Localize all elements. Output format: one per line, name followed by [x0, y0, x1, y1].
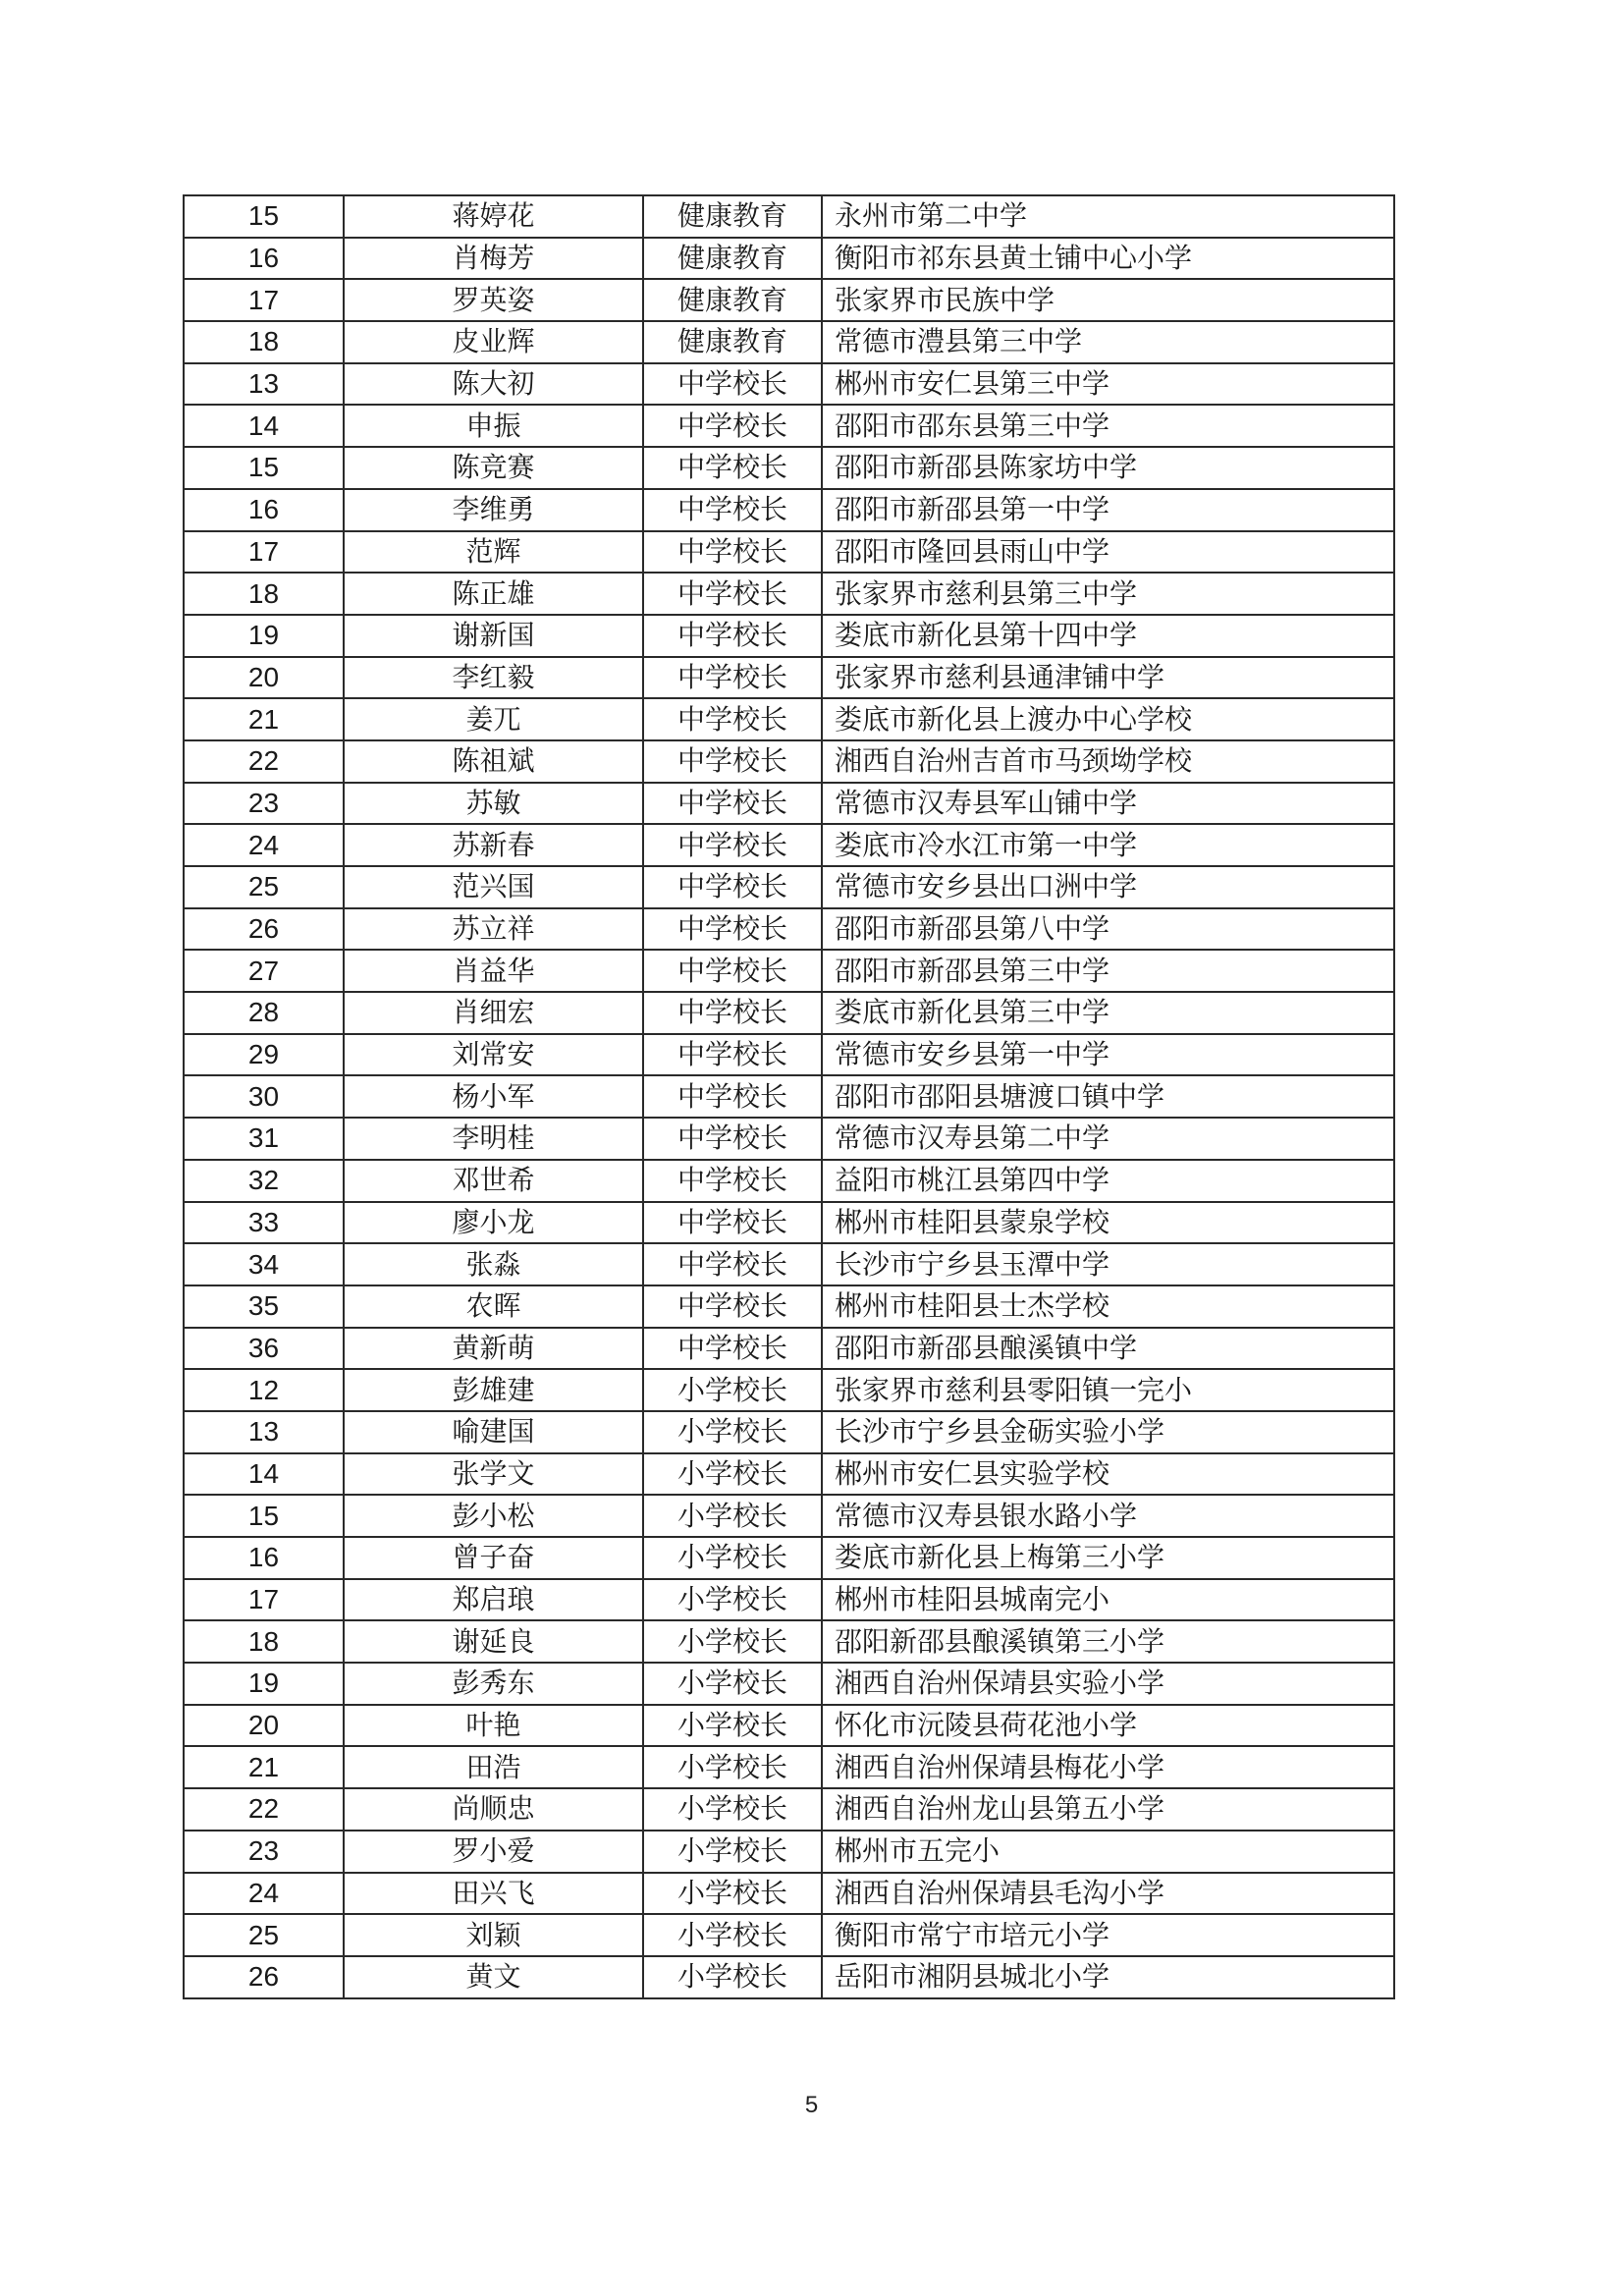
roster-table — [183, 194, 1395, 1999]
table-row — [184, 573, 1394, 615]
person-name-cell: 申振 — [344, 405, 643, 447]
person-name-cell: 廖小龙 — [344, 1202, 643, 1244]
category-cell: 小学校长 — [643, 1453, 822, 1496]
table-row — [184, 698, 1394, 740]
category-cell: 中学校长 — [643, 824, 822, 866]
table-row — [184, 1788, 1394, 1831]
category-cell: 健康教育 — [643, 195, 822, 238]
person-name-cell: 黄文 — [344, 1956, 643, 1998]
person-name-cell: 陈大初 — [344, 363, 643, 406]
table-row — [184, 615, 1394, 657]
table-row — [184, 238, 1394, 280]
row-number-cell: 17 — [184, 1579, 344, 1621]
category-cell: 中学校长 — [643, 1328, 822, 1370]
school-name-cell: 邵阳市隆回县雨山中学 — [822, 531, 1394, 574]
table-row — [184, 1579, 1394, 1621]
row-number-cell: 15 — [184, 195, 344, 238]
row-number-cell: 15 — [184, 1495, 344, 1537]
person-name-cell: 张淼 — [344, 1243, 643, 1285]
page-number: 5 — [804, 2092, 819, 2118]
person-name-cell: 苏敏 — [344, 783, 643, 825]
person-name-cell: 黄新萌 — [344, 1328, 643, 1370]
table-row — [184, 908, 1394, 951]
school-name-cell: 益阳市桃江县第四中学 — [822, 1160, 1394, 1202]
row-number-cell: 26 — [184, 1956, 344, 1998]
category-cell: 中学校长 — [643, 950, 822, 992]
table-row — [184, 740, 1394, 783]
row-number-cell: 23 — [184, 783, 344, 825]
school-name-cell: 娄底市新化县上渡办中心学校 — [822, 698, 1394, 740]
row-number-cell: 29 — [184, 1034, 344, 1076]
person-name-cell: 田浩 — [344, 1746, 643, 1788]
category-cell: 小学校长 — [643, 1579, 822, 1621]
row-number-cell: 19 — [184, 1663, 344, 1705]
category-cell: 健康教育 — [643, 321, 822, 363]
school-name-cell: 常德市汉寿县第二中学 — [822, 1118, 1394, 1160]
person-name-cell: 肖梅芳 — [344, 238, 643, 280]
person-name-cell: 苏立祥 — [344, 908, 643, 951]
table-row — [184, 1495, 1394, 1537]
table-row — [184, 1831, 1394, 1873]
person-name-cell: 李维勇 — [344, 489, 643, 531]
person-name-cell: 彭雄建 — [344, 1369, 643, 1411]
row-number-cell: 15 — [184, 447, 344, 489]
table-row — [184, 1537, 1394, 1579]
category-cell: 小学校长 — [643, 1914, 822, 1956]
school-name-cell: 娄底市冷水江市第一中学 — [822, 824, 1394, 866]
category-cell: 健康教育 — [643, 238, 822, 280]
table-row — [184, 279, 1394, 321]
school-name-cell: 永州市第二中学 — [822, 195, 1394, 238]
school-name-cell: 常德市澧县第三中学 — [822, 321, 1394, 363]
table-row — [184, 1075, 1394, 1118]
person-name-cell: 李明桂 — [344, 1118, 643, 1160]
table-row — [184, 1453, 1394, 1496]
category-cell: 中学校长 — [643, 783, 822, 825]
school-name-cell: 邵阳市邵阳县塘渡口镇中学 — [822, 1075, 1394, 1118]
category-cell: 中学校长 — [643, 657, 822, 699]
category-cell: 小学校长 — [643, 1956, 822, 1998]
school-name-cell: 常德市汉寿县军山铺中学 — [822, 783, 1394, 825]
school-name-cell: 湘西自治州吉首市马颈坳学校 — [822, 740, 1394, 783]
person-name-cell: 农晖 — [344, 1285, 643, 1328]
person-name-cell: 李红毅 — [344, 657, 643, 699]
row-number-cell: 13 — [184, 1411, 344, 1453]
row-number-cell: 12 — [184, 1369, 344, 1411]
category-cell: 小学校长 — [643, 1831, 822, 1873]
school-name-cell: 郴州市安仁县第三中学 — [822, 363, 1394, 406]
school-name-cell: 郴州市安仁县实验学校 — [822, 1453, 1394, 1496]
table-row — [184, 1746, 1394, 1788]
category-cell: 小学校长 — [643, 1537, 822, 1579]
category-cell: 中学校长 — [643, 740, 822, 783]
person-name-cell: 苏新春 — [344, 824, 643, 866]
category-cell: 中学校长 — [643, 363, 822, 406]
table-row — [184, 1160, 1394, 1202]
table-row — [184, 405, 1394, 447]
category-cell: 小学校长 — [643, 1746, 822, 1788]
table-row — [184, 1285, 1394, 1328]
school-name-cell: 郴州市桂阳县城南完小 — [822, 1579, 1394, 1621]
table-row — [184, 1034, 1394, 1076]
table-row — [184, 1243, 1394, 1285]
row-number-cell: 35 — [184, 1285, 344, 1328]
person-name-cell: 邓世希 — [344, 1160, 643, 1202]
school-name-cell: 郴州市桂阳县蒙泉学校 — [822, 1202, 1394, 1244]
category-cell: 中学校长 — [643, 1202, 822, 1244]
category-cell: 小学校长 — [643, 1705, 822, 1747]
school-name-cell: 邵阳市邵东县第三中学 — [822, 405, 1394, 447]
category-cell: 中学校长 — [643, 531, 822, 574]
school-name-cell: 郴州市五完小 — [822, 1831, 1394, 1873]
table-row — [184, 1202, 1394, 1244]
row-number-cell: 20 — [184, 657, 344, 699]
school-name-cell: 湘西自治州保靖县毛沟小学 — [822, 1873, 1394, 1915]
row-number-cell: 17 — [184, 531, 344, 574]
category-cell: 中学校长 — [643, 1160, 822, 1202]
row-number-cell: 22 — [184, 740, 344, 783]
school-name-cell: 邵阳新邵县酿溪镇第三小学 — [822, 1620, 1394, 1663]
person-name-cell: 彭小松 — [344, 1495, 643, 1537]
row-number-cell: 36 — [184, 1328, 344, 1370]
category-cell: 中学校长 — [643, 992, 822, 1034]
row-number-cell: 27 — [184, 950, 344, 992]
row-number-cell: 14 — [184, 405, 344, 447]
table-row — [184, 321, 1394, 363]
table-row — [184, 1328, 1394, 1370]
row-number-cell: 26 — [184, 908, 344, 951]
category-cell: 中学校长 — [643, 908, 822, 951]
category-cell: 小学校长 — [643, 1788, 822, 1831]
category-cell: 小学校长 — [643, 1369, 822, 1411]
school-name-cell: 邵阳市新邵县第三中学 — [822, 950, 1394, 992]
roster-table-body — [184, 195, 1394, 1998]
school-name-cell: 邵阳市新邵县酿溪镇中学 — [822, 1328, 1394, 1370]
school-name-cell: 岳阳市湘阴县城北小学 — [822, 1956, 1394, 1998]
person-name-cell: 范兴国 — [344, 866, 643, 908]
table-row — [184, 657, 1394, 699]
person-name-cell: 罗小爱 — [344, 1831, 643, 1873]
person-name-cell: 肖细宏 — [344, 992, 643, 1034]
person-name-cell: 喻建国 — [344, 1411, 643, 1453]
row-number-cell: 16 — [184, 489, 344, 531]
school-name-cell: 常德市安乡县出口洲中学 — [822, 866, 1394, 908]
category-cell: 中学校长 — [643, 1243, 822, 1285]
category-cell: 中学校长 — [643, 866, 822, 908]
row-number-cell: 16 — [184, 1537, 344, 1579]
category-cell: 中学校长 — [643, 1285, 822, 1328]
person-name-cell: 张学文 — [344, 1453, 643, 1496]
table-row — [184, 783, 1394, 825]
category-cell: 中学校长 — [643, 447, 822, 489]
table-row — [184, 950, 1394, 992]
school-name-cell: 邵阳市新邵县陈家坊中学 — [822, 447, 1394, 489]
school-name-cell: 娄底市新化县第十四中学 — [822, 615, 1394, 657]
category-cell: 健康教育 — [643, 279, 822, 321]
person-name-cell: 谢延良 — [344, 1620, 643, 1663]
person-name-cell: 刘常安 — [344, 1034, 643, 1076]
table-row — [184, 195, 1394, 238]
table-row — [184, 489, 1394, 531]
person-name-cell: 皮业辉 — [344, 321, 643, 363]
school-name-cell: 张家界市慈利县通津铺中学 — [822, 657, 1394, 699]
category-cell: 小学校长 — [643, 1495, 822, 1537]
school-name-cell: 娄底市新化县第三中学 — [822, 992, 1394, 1034]
school-name-cell: 湘西自治州保靖县实验小学 — [822, 1663, 1394, 1705]
category-cell: 小学校长 — [643, 1620, 822, 1663]
row-number-cell: 17 — [184, 279, 344, 321]
person-name-cell: 肖益华 — [344, 950, 643, 992]
category-cell: 小学校长 — [643, 1411, 822, 1453]
category-cell: 中学校长 — [643, 698, 822, 740]
person-name-cell: 陈祖斌 — [344, 740, 643, 783]
school-name-cell: 长沙市宁乡县金砺实验小学 — [822, 1411, 1394, 1453]
table-row — [184, 1411, 1394, 1453]
person-name-cell: 田兴飞 — [344, 1873, 643, 1915]
row-number-cell: 18 — [184, 321, 344, 363]
category-cell: 中学校长 — [643, 1075, 822, 1118]
person-name-cell: 郑启琅 — [344, 1579, 643, 1621]
table-row — [184, 1620, 1394, 1663]
person-name-cell: 彭秀东 — [344, 1663, 643, 1705]
table-row — [184, 1873, 1394, 1915]
school-name-cell: 长沙市宁乡县玉潭中学 — [822, 1243, 1394, 1285]
row-number-cell: 13 — [184, 363, 344, 406]
person-name-cell: 叶艳 — [344, 1705, 643, 1747]
table-row — [184, 1663, 1394, 1705]
category-cell: 中学校长 — [643, 615, 822, 657]
school-name-cell: 衡阳市常宁市培元小学 — [822, 1914, 1394, 1956]
table-row — [184, 1914, 1394, 1956]
school-name-cell: 湘西自治州龙山县第五小学 — [822, 1788, 1394, 1831]
row-number-cell: 28 — [184, 992, 344, 1034]
school-name-cell: 常德市安乡县第一中学 — [822, 1034, 1394, 1076]
table-row — [184, 1956, 1394, 1998]
table-row — [184, 1705, 1394, 1747]
row-number-cell: 24 — [184, 824, 344, 866]
row-number-cell: 19 — [184, 615, 344, 657]
person-name-cell: 姜兀 — [344, 698, 643, 740]
person-name-cell: 蒋婷花 — [344, 195, 643, 238]
person-name-cell: 谢新国 — [344, 615, 643, 657]
person-name-cell: 刘颖 — [344, 1914, 643, 1956]
row-number-cell: 14 — [184, 1453, 344, 1496]
row-number-cell: 18 — [184, 1620, 344, 1663]
person-name-cell: 罗英姿 — [344, 279, 643, 321]
category-cell: 中学校长 — [643, 1034, 822, 1076]
person-name-cell: 曾子奋 — [344, 1537, 643, 1579]
row-number-cell: 21 — [184, 698, 344, 740]
table-row — [184, 866, 1394, 908]
category-cell: 小学校长 — [643, 1873, 822, 1915]
school-name-cell: 邵阳市新邵县第八中学 — [822, 908, 1394, 951]
table-row — [184, 824, 1394, 866]
school-name-cell: 张家界市慈利县零阳镇一完小 — [822, 1369, 1394, 1411]
row-number-cell: 32 — [184, 1160, 344, 1202]
row-number-cell: 30 — [184, 1075, 344, 1118]
table-row — [184, 1118, 1394, 1160]
person-name-cell: 杨小军 — [344, 1075, 643, 1118]
person-name-cell: 尚顺忠 — [344, 1788, 643, 1831]
school-name-cell: 怀化市沅陵县荷花池小学 — [822, 1705, 1394, 1747]
person-name-cell: 陈正雄 — [344, 573, 643, 615]
table-row — [184, 531, 1394, 574]
person-name-cell: 范辉 — [344, 531, 643, 574]
category-cell: 中学校长 — [643, 1118, 822, 1160]
school-name-cell: 衡阳市祁东县黄土铺中心小学 — [822, 238, 1394, 280]
school-name-cell: 张家界市慈利县第三中学 — [822, 573, 1394, 615]
row-number-cell: 16 — [184, 238, 344, 280]
category-cell: 小学校长 — [643, 1663, 822, 1705]
row-number-cell: 20 — [184, 1705, 344, 1747]
school-name-cell: 邵阳市新邵县第一中学 — [822, 489, 1394, 531]
person-name-cell: 陈竞赛 — [344, 447, 643, 489]
row-number-cell: 25 — [184, 866, 344, 908]
school-name-cell: 湘西自治州保靖县梅花小学 — [822, 1746, 1394, 1788]
category-cell: 中学校长 — [643, 573, 822, 615]
row-number-cell: 22 — [184, 1788, 344, 1831]
table-row — [184, 447, 1394, 489]
row-number-cell: 24 — [184, 1873, 344, 1915]
row-number-cell: 33 — [184, 1202, 344, 1244]
row-number-cell: 34 — [184, 1243, 344, 1285]
row-number-cell: 21 — [184, 1746, 344, 1788]
school-name-cell: 娄底市新化县上梅第三小学 — [822, 1537, 1394, 1579]
table-row — [184, 363, 1394, 406]
category-cell: 中学校长 — [643, 489, 822, 531]
table-row — [184, 992, 1394, 1034]
row-number-cell: 25 — [184, 1914, 344, 1956]
row-number-cell: 18 — [184, 573, 344, 615]
category-cell: 中学校长 — [643, 405, 822, 447]
school-name-cell: 张家界市民族中学 — [822, 279, 1394, 321]
row-number-cell: 31 — [184, 1118, 344, 1160]
school-name-cell: 郴州市桂阳县士杰学校 — [822, 1285, 1394, 1328]
table-row — [184, 1369, 1394, 1411]
school-name-cell: 常德市汉寿县银水路小学 — [822, 1495, 1394, 1537]
row-number-cell: 23 — [184, 1831, 344, 1873]
